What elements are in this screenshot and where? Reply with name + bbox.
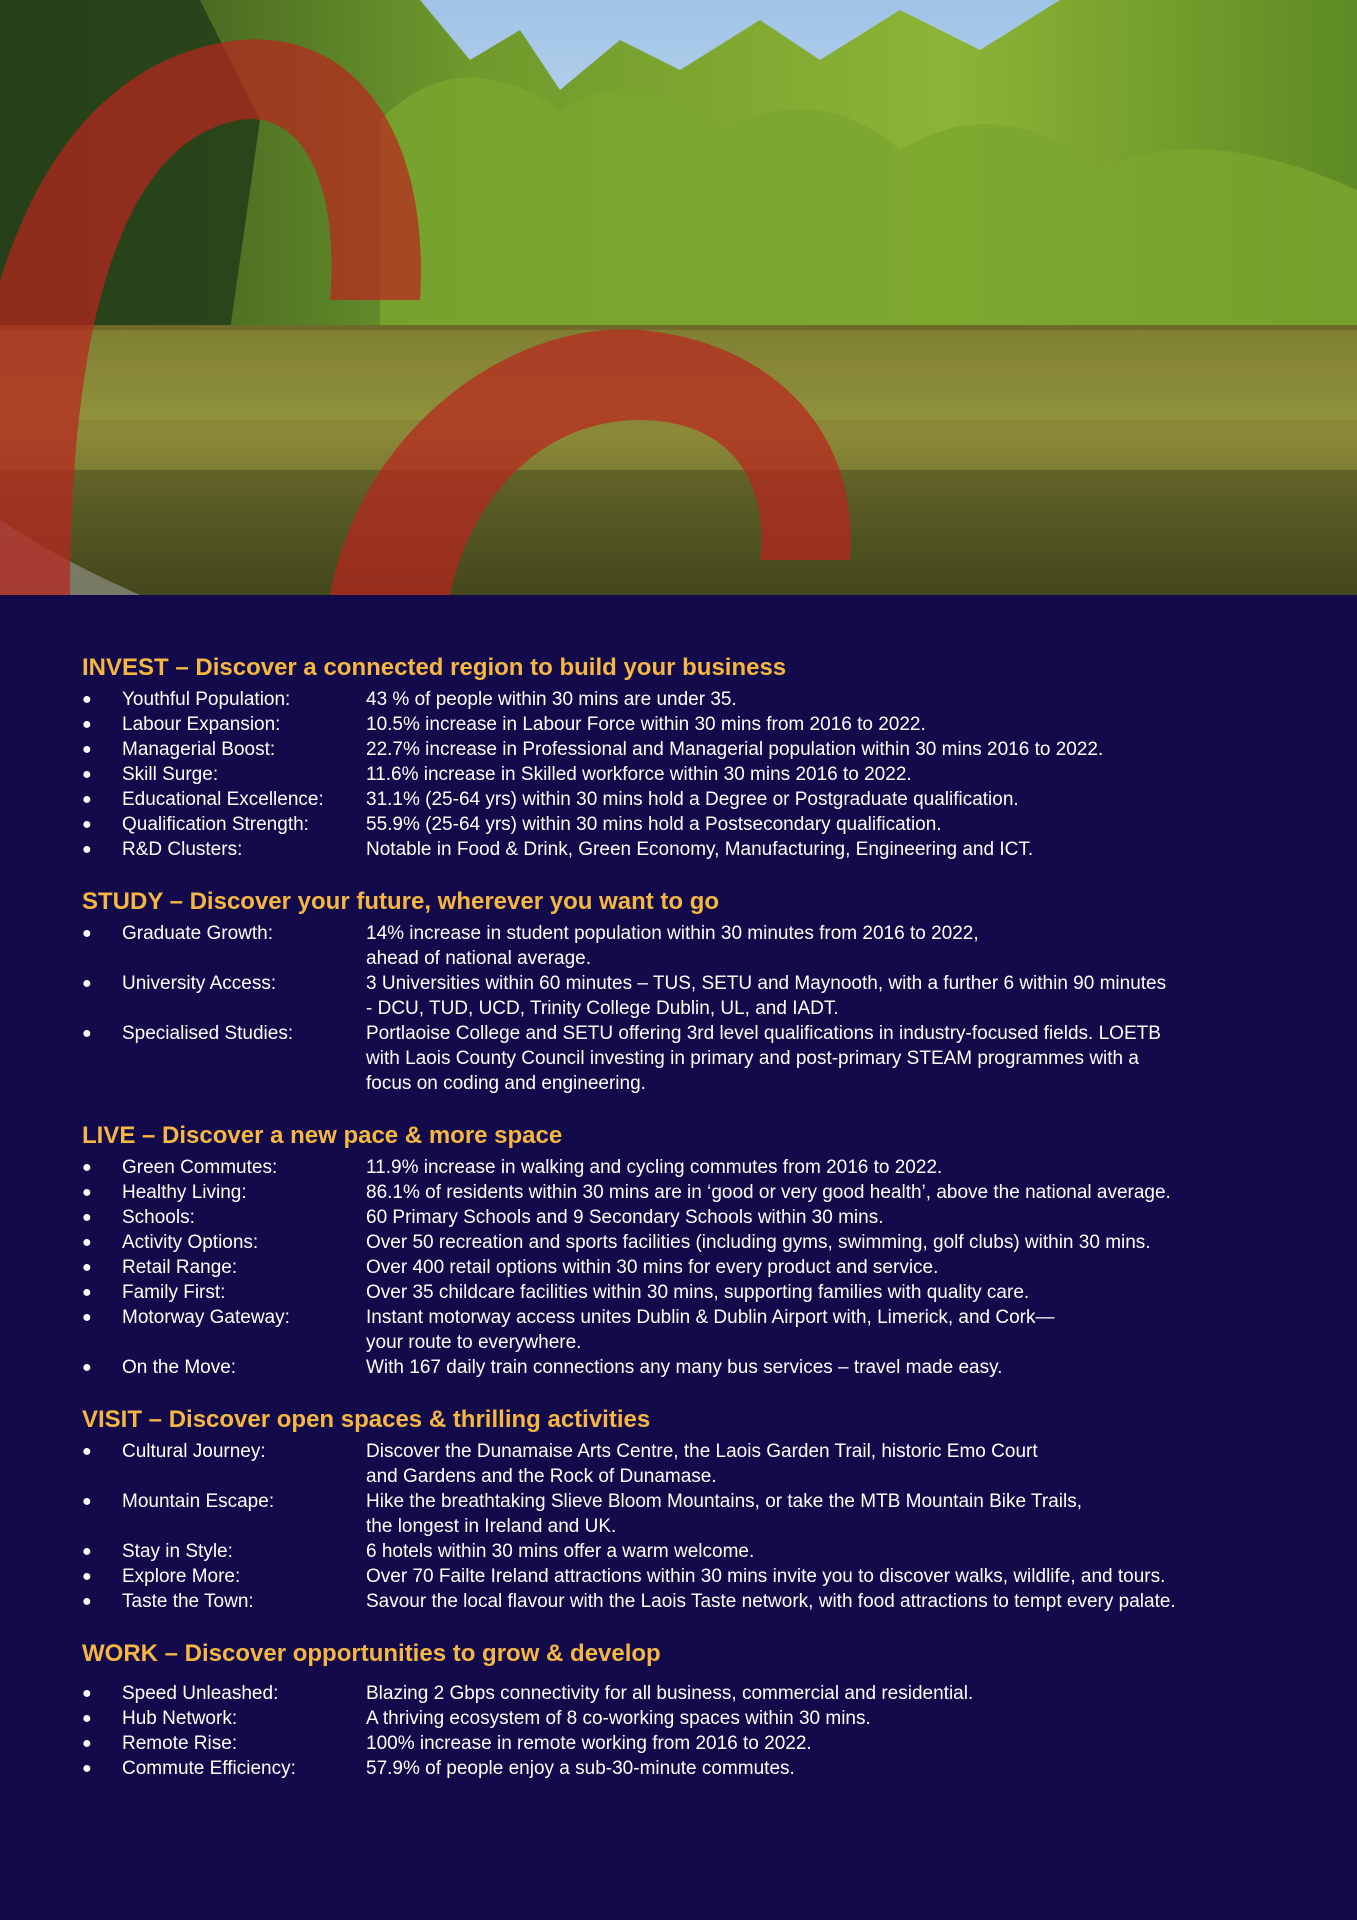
item-text: Portlaoise College and SETU offering 3rd level qualifications in industry-focused fields. LOETB with Laois County Council investing in primary and post-primary STEAM programmes with a focus on coding and engineering. [366,1023,1161,1094]
bullet-icon: ● [82,741,92,758]
bullet-icon: ● [82,816,92,833]
item-text: 10.5% increase in Labour Force within 30 mins from 2016 to 2022. [366,714,926,735]
item-label: University Access: [122,973,277,994]
list-item [82,1706,1332,1731]
bullet-icon: ● [82,1568,92,1585]
item-label: Taste the Town: [122,1591,254,1612]
section-visit [82,1404,1332,1614]
item-text: Instant motorway access unites Dublin & Dublin Airport with, Limerick, and Cork— your route to everywhere. [366,1307,1055,1353]
list-item [82,1731,1332,1756]
list-item [82,787,1332,812]
bullet-icon: ● [82,1443,92,1460]
bullet-list [82,1155,1332,1380]
list-item [82,921,1332,971]
list-item [82,1305,1332,1355]
section-live [82,1120,1332,1380]
item-label: Activity Options: [122,1232,259,1253]
item-label: Healthy Living: [122,1182,247,1203]
bullet-icon: ● [82,716,92,733]
bullet-list [82,687,1332,862]
bullet-icon: ● [82,1234,92,1251]
section-title: INVEST – Discover a connected region to build your business [82,654,787,681]
list-item [82,837,1332,862]
item-text: 22.7% increase in Professional and Managerial population within 30 mins 2016 to 2022. [366,739,1104,760]
bullet-icon: ● [82,1543,92,1560]
item-label: Managerial Boost: [122,739,276,760]
list-item [82,1589,1332,1614]
section-title: STUDY – Discover your future, wherever you want to go [82,888,720,915]
list-item [82,1489,1332,1539]
list-item [82,1564,1332,1589]
item-text: Notable in Food & Drink, Green Economy, Manufacturing, Engineering and ICT. [366,839,1034,860]
item-text: 60 Primary Schools and 9 Secondary Schools within 30 mins. [366,1207,884,1228]
hero-image [0,0,1357,595]
item-label: Youthful Population: [122,689,291,710]
item-text: With 167 daily train connections any many bus services – travel made easy. [366,1357,1003,1378]
item-label: Motorway Gateway: [122,1307,290,1328]
item-text: 55.9% (25-64 yrs) within 30 mins hold a Postsecondary qualification. [366,814,942,835]
list-item [82,1439,1332,1489]
bullet-icon: ● [82,766,92,783]
bullet-icon: ● [82,975,92,992]
item-text: Discover the Dunamaise Arts Centre, the Laois Garden Trail, historic Emo Court and Gardens and the Rock of Dunamase. [366,1441,1038,1487]
item-text: Over 400 retail options within 30 mins for every product and service. [366,1257,939,1278]
item-label: Labour Expansion: [122,714,281,735]
bullet-icon: ● [82,1209,92,1226]
bullet-list [82,1439,1332,1614]
item-text: Blazing 2 Gbps connectivity for all business, commercial and residential. [366,1683,974,1704]
content [82,652,1332,1805]
bullet-icon: ● [82,1309,92,1326]
bullet-icon: ● [82,1284,92,1301]
list-item [82,1681,1332,1706]
item-label: Graduate Growth: [122,923,274,944]
list-item [82,812,1332,837]
bullet-icon: ● [82,1493,92,1510]
item-label: Cultural Journey: [122,1441,266,1462]
item-label: Schools: [122,1207,195,1228]
item-label: Hub Network: [122,1708,238,1729]
section-invest [82,652,1332,862]
list-item [82,762,1332,787]
item-label: Stay in Style: [122,1541,233,1562]
item-label: Retail Range: [122,1257,238,1278]
item-text: 86.1% of residents within 30 mins are in ‘good or very good health’, above the national average. [366,1182,1171,1203]
list-item [82,687,1332,712]
bullet-list [82,1681,1332,1781]
item-text: 43 % of people within 30 mins are under 35. [366,689,737,710]
item-text: Over 70 Failte Ireland attractions within 30 mins invite you to discover walks, wildlife, and tours. [366,1566,1166,1587]
item-text: Over 35 childcare facilities within 30 mins, supporting families with quality care. [366,1282,1030,1303]
item-label: Specialised Studies: [122,1023,294,1044]
list-item [82,1155,1332,1180]
item-text: Over 50 recreation and sports facilities (including gyms, swimming, golf clubs) within 30 mins. [366,1232,1151,1253]
bullet-icon: ● [82,1760,92,1777]
bullet-icon: ● [82,1359,92,1376]
item-label: Skill Surge: [122,764,219,785]
item-text: Savour the local flavour with the Laois Taste network, with food attractions to tempt every palate. [366,1591,1176,1612]
item-label: Commute Efficiency: [122,1758,296,1779]
bullet-icon: ● [82,1025,92,1042]
list-item [82,737,1332,762]
bullet-icon: ● [82,1159,92,1176]
section-title: LIVE – Discover a new pace & more space [82,1122,563,1149]
item-text: 3 Universities within 60 minutes – TUS, SETU and Maynooth, with a further 6 within 90 minutes - DCU, TUD, UCD, Trinity College Dublin, UL, and IADT. [366,973,1167,1019]
item-label: On the Move: [122,1357,237,1378]
item-label: Explore More: [122,1566,241,1587]
list-item [82,1205,1332,1230]
section-title: WORK – Discover opportunities to grow & develop [82,1640,661,1667]
bullet-icon: ● [82,925,92,942]
list-item [82,1230,1332,1255]
item-label: Green Commutes: [122,1157,278,1178]
list-item [82,1255,1332,1280]
section-title: VISIT – Discover open spaces & thrilling activities [82,1406,651,1433]
item-text: Hike the breathtaking Slieve Bloom Mountains, or take the MTB Mountain Bike Trails, the longest in Ireland and UK. [366,1491,1083,1537]
list-item [82,1756,1332,1781]
list-item [82,1539,1332,1564]
item-text: 100% increase in remote working from 2016 to 2022. [366,1733,812,1754]
section-work [82,1638,1332,1781]
item-text: 6 hotels within 30 mins offer a warm welcome. [366,1541,755,1562]
item-text: 14% increase in student population within 30 minutes from 2016 to 2022, ahead of national average. [366,923,979,969]
bullet-list [82,921,1332,1096]
item-text: 11.9% increase in walking and cycling commutes from 2016 to 2022. [366,1157,943,1178]
item-label: Remote Rise: [122,1733,238,1754]
lake-forest-photo-icon [0,0,1357,595]
item-text: 31.1% (25-64 yrs) within 30 mins hold a Degree or Postgraduate qualification. [366,789,1019,810]
list-item [82,1180,1332,1205]
bullet-icon: ● [82,791,92,808]
item-text: 11.6% increase in Skilled workforce within 30 mins 2016 to 2022. [366,764,912,785]
list-item [82,1021,1332,1096]
list-item [82,1280,1332,1305]
list-item [82,971,1332,1021]
section-study [82,886,1332,1096]
item-label: Family First: [122,1282,226,1303]
bullet-icon: ● [82,1259,92,1276]
list-item [82,712,1332,737]
bullet-icon: ● [82,1685,92,1702]
bullet-icon: ● [82,1593,92,1610]
item-label: Educational Excellence: [122,789,324,810]
item-text: 57.9% of people enjoy a sub-30-minute commutes. [366,1758,795,1779]
item-label: Qualification Strength: [122,814,309,835]
bullet-icon: ● [82,1184,92,1201]
item-text: A thriving ecosystem of 8 co-working spaces within 30 mins. [366,1708,871,1729]
bullet-icon: ● [82,691,92,708]
bullet-icon: ● [82,841,92,858]
bullet-icon: ● [82,1735,92,1752]
list-item [82,1355,1332,1380]
item-label: Mountain Escape: [122,1491,275,1512]
item-label: R&D Clusters: [122,839,243,860]
bullet-icon: ● [82,1710,92,1727]
item-label: Speed Unleashed: [122,1683,279,1704]
